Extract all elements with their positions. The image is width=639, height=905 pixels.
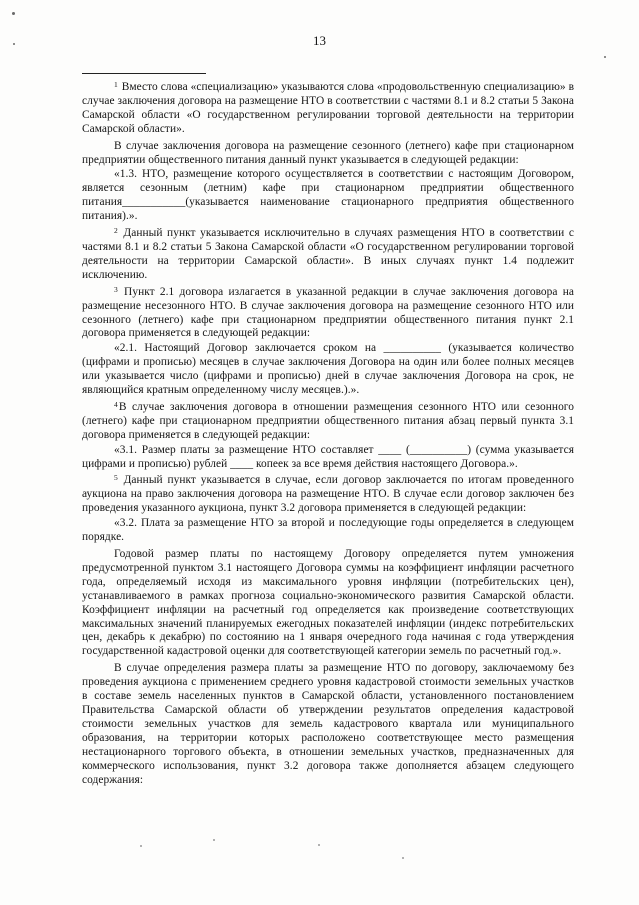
- paragraph-clause-1-3: «1.3. НТО, размещение которого осуществляется в соответствии с настоящим Договором, является сезонным (летним) кафе при стационарном предприятии общественного питания___________(указывается наименование стационарного предприятия общественного питания).».: [82, 168, 574, 223]
- footnote-2-text: Данный пункт указывается исключительно в случаях размещения НТО в соответствии с частями 8.1 и 8.2 статьи 5 Закона Самарской области «О государственном регулировании торговой деятельности на территории Самарской области». В иных случаях пункт 1.4 подлежит исключению.: [82, 227, 574, 281]
- scan-speck: [213, 839, 215, 841]
- footnote-4-text: В случае заключения договора в отношении размещения сезонного НТО или сезонного (летнего) кафе при стационарном предприятии общественного питания абзац первый пункта 3.1 договора применяется в следующей редакции:: [82, 400, 574, 441]
- footnote-4: [82, 401, 574, 443]
- footnote-1-text: Вместо слова «специализацию» указываются слова «продовольственную специализацию» в случае заключения договора на размещение НТО в соответствии с частями 8.1 и 8.2 статьи 5 Закона Самарской области «О государственном регулировании торговой деятельности на территории Самарской области».: [82, 81, 574, 135]
- paragraph-clause-3-2: «3.2. Плата за размещение НТО за второй и последующие годы определяется в следующем порядке.: [82, 517, 574, 544]
- scan-speck: [13, 43, 15, 45]
- footnotes-block: [82, 81, 574, 788]
- paragraph-seasonal-intro: В случае заключения договора на размещение сезонного (летнего) кафе при стационарном предприятии общественного питания данный пункт указывается в следующей редакции:: [82, 139, 574, 166]
- paragraph-cadastral: В случае определения размера платы за размещение НТО по договору, заключаемому без проведения аукциона с применением среднего уровня кадастровой стоимости земельных участков в составе земель населенных пунктов в Самарской области, установленного постановлением Правительства Самарской области об утверждении результатов определения кадастровой стоимости земельных участков для земель кадастрового квартала или муниципального образования, на территории которых расположено соответствующее место размещения нестационарного торгового объекта, в отношении земельных участков, предназначенных для коммерческого использования, пункт 3.2 договора также дополняется абзацем следующего содержания:: [82, 662, 574, 786]
- scan-speck: [140, 845, 142, 847]
- footnote-1: [82, 81, 574, 137]
- scan-speck: [12, 12, 15, 15]
- footnote-4-marker: 4: [114, 399, 118, 409]
- scan-speck: [402, 857, 404, 859]
- footnote-3-text: Пункт 2.1 договора излагается в указанной редакции в случае заключения договора на размещение несезонного НТО. В случае заключения договора на размещение сезонного НТО или сезонного (летнего) кафе при стационарном предприятии общественного питания пункт 2.1 договора применяется в следующей редакции:: [82, 285, 574, 340]
- scan-speck: [318, 844, 320, 846]
- footnote-5-text: Данный пункт указывается в случае, если договор заключается по итогам проведенного аукциона на право заключения договора на размещение НТО. В случае если договор заключен без проведения указанного аукциона, пункт 3.2 договора применяется в следующей редакции:: [82, 474, 574, 515]
- paragraph-annual-fee: Годовой размер платы по настоящему Договору определяется путем умножения предусмотренной пунктом 3.1 настоящего Договора суммы на коэффициент инфляции расчетного года, определяемый исходя из максимального уровня инфляции (потребительских цен), устанавливаемого в рамках прогноза социально-экономического развития Самарской области. Коэффициент инфляции на расчетный год определяется как произведение соответствующих максимальных значений планируемых ежегодных показателей инфляции (индекс потребительских цен, декабрь к декабрю) по состоянию на 1 января очередного года начиная с года утверждения государственной кадастровой оценки для соответствующей категории земель по расчетный год.».: [82, 548, 574, 658]
- footnote-1-marker: 1: [114, 80, 118, 89]
- page-number: 13: [313, 33, 326, 48]
- footnote-separator: [82, 73, 206, 74]
- footnote-3: [82, 286, 574, 342]
- footnote-2: [82, 227, 574, 283]
- footnote-5: [82, 474, 574, 516]
- footnote-5-marker: 5: [114, 473, 118, 483]
- footnote-3-marker: 3: [114, 284, 118, 294]
- paragraph-clause-2-1: «2.1. Настоящий Договор заключается сроком на __________ (указывается количество (цифрами и прописью) месяцев в случае заключения Договора на один или более полных месяцев или указывается число (цифрами и прописью) дней в случае заключения Договора на срок, не являющийся кратным определенному числу месяцев.).».: [82, 342, 574, 397]
- scan-speck: [604, 56, 606, 58]
- paragraph-clause-3-1: «3.1. Размер платы за размещение НТО составляет ____ (__________) (сумма указывается цифрами и прописью) рублей ____ копеек за все время действия настоящего Договора.».: [82, 443, 574, 470]
- footnote-2-marker: 2: [114, 226, 118, 236]
